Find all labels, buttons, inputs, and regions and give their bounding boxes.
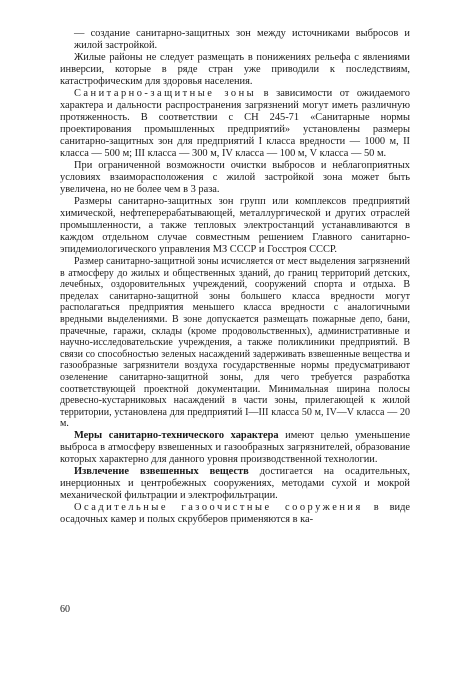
- paragraph-9-lead: Осадительные газоочистные сооружения: [74, 501, 363, 513]
- paragraph-9: [60, 502, 410, 526]
- paragraph-2: Жилые районы не следует размещать в понижениях рельефа с явлениями инверсии, которые в ряде стран уже приводили к последствиям, катастрофическим для здоровья населения.: [60, 52, 410, 87]
- paragraph-7-rest: имеют целью уменьшение выброса в атмосферу взвешенных и газообразных загрязнителей, образование которых характерно для данного уровня производственной технологии.: [60, 429, 410, 465]
- page-number: 60: [60, 604, 70, 615]
- paragraph-1: — создание санитарно-защитных зон между источниками выбросов и жилой застройкой.: [74, 28, 410, 51]
- paragraph-3-lead: Санитарно-защитные зоны: [74, 88, 257, 99]
- paragraph-3-rest: в зависимости от ожидаемого характера и дальности распространения загрязнений могут иметь различную протяженность. В соответствии с СН 245-71 «Санитарные нормы проектирования промышленных предприятий» установлены размеры санитарно-защитных зон для предприятий I класса вредности — 1000 м, II класса — 500 м; III класса — 300 м, IV класса — 100 м, V класса — 50 м.: [60, 88, 410, 159]
- paragraph-6: Размер санитарно-защитной зоны исчисляется от мест выделения загрязнений в атмосферу до жилых и общественных зданий, до границ территорий детских, лечебных, оздоровительных учреждений, сооружений спорта и отдыха. В пределах санитарно-защитной зоны большего класса вредности могут располагаться предприятия меньшего класса вредности с аналогичными вредными выделениями. В зоне допускается размещать пожарные депо, бани, прачечные, гаражи, склады (кроме продовольственных), административные и научно-исследовательские учреждения, а также поликлиники предприятий. В связи со способностью зеленых насаждений задерживать взвешенные вещества и газообразные загрязнители воздуха государственные нормы предусматривают озеленение санитарно-защитной зоны, для чего требуется разработка соответствующей проектной документации. Минимальная ширина полосы древесно-кустарниковых насаждений в части зоны, прилегающей к жилой территории, установлена для предприятий I—III класса 50 м, IV—V класса — 20 м.: [60, 256, 410, 430]
- paragraph-7-lead: Меры санитарно-технического характера: [74, 429, 279, 441]
- paragraph-3: [60, 88, 410, 160]
- page-text: [60, 28, 410, 526]
- paragraph-7: [60, 430, 410, 466]
- paragraph-8: [60, 466, 410, 502]
- paragraph-8-rest: достигается на осадительных, инерционных и центробежных сооружениях, методами сухой и мокрой механической фильтрации и электрофильтрации.: [60, 465, 410, 501]
- paragraph-9-rest: в виде осадочных камер и полых скрубберов применяются в ка-: [60, 501, 410, 525]
- paragraph-5: Размеры санитарно-защитных зон групп или комплексов предприятий химической, нефтеперерабатывающей, металлургической и других отраслей промышленности, а также тепловых электростанций устанавливаются в каждом отдельном случае совместным решением Главного санитарно-эпидемиологического управления МЗ СССР и Госстроя СССР.: [60, 196, 410, 255]
- paragraph-8-lead: Извлечение взвешенных веществ: [74, 465, 249, 477]
- paragraph-4: При ограниченной возможности очистки выбросов и неблагоприятных условиях взаиморасположения с жилой застройкой зона может быть увеличена, но не более чем в 3 раза.: [60, 160, 410, 195]
